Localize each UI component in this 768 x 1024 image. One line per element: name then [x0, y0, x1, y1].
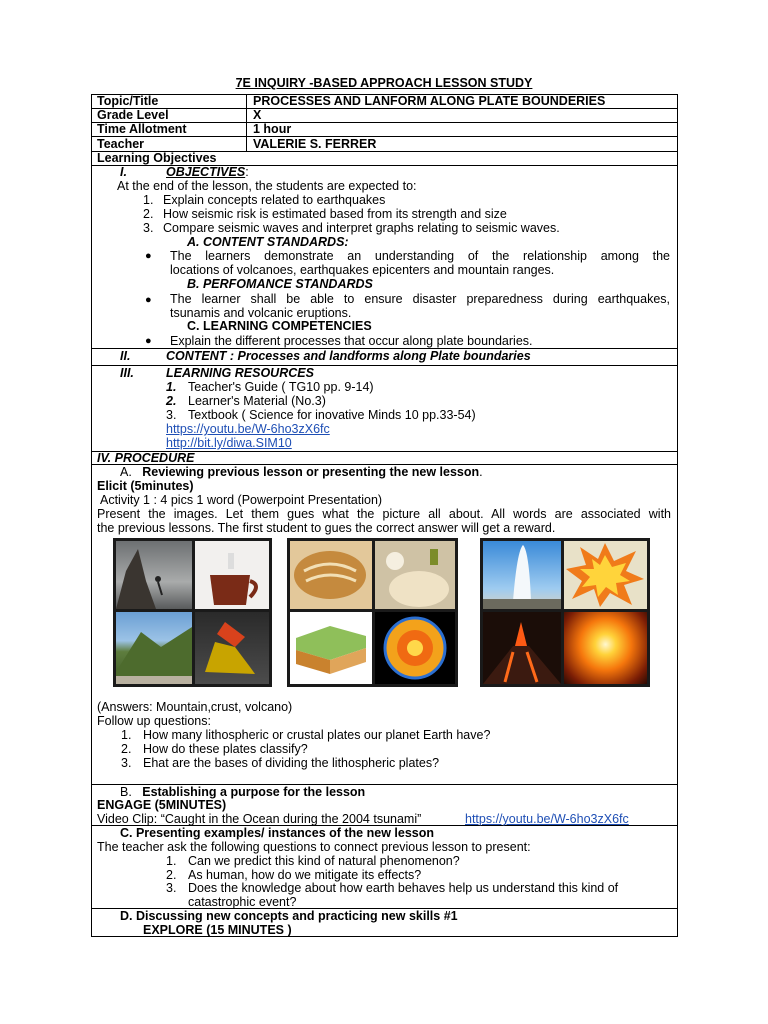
section-a-period: . [479, 465, 483, 479]
objectives-number: I. [120, 165, 127, 179]
bread-image [290, 541, 372, 609]
resource-item: Teacher's Guide ( TG10 pp. 9-14) [188, 380, 374, 394]
performance-standards-line2: tsunamis and volcanic eruptions. [170, 306, 352, 320]
performance-standards-heading: B. PERFOMANCE STANDARDS [187, 277, 373, 291]
followup-question: Ehat are the bases of dividing the lithospheric plates? [143, 756, 440, 770]
elicit-phase: Elicit (5minutes) [97, 479, 194, 493]
row-divider [91, 136, 678, 137]
coffee-cup-image [195, 541, 269, 609]
section-c-heading: C. Presenting examples/ instances of the new lesson [120, 826, 434, 840]
crust-layers-icon [290, 612, 372, 684]
bread-icon [290, 541, 372, 609]
followup-label: Follow up questions: [97, 714, 211, 728]
procedure-heading: IV. PROCEDURE [97, 451, 195, 465]
resources-number: III. [120, 366, 134, 380]
objective-number: 3. [143, 221, 154, 235]
bullet-icon: ● [145, 250, 152, 262]
question-number: 3. [166, 881, 177, 895]
objective-item: How seismic risk is estimated based from its strength and size [163, 207, 507, 221]
earth-layers-image [290, 612, 372, 684]
resource-item: Textbook ( Science for inovative Minds 10 pp.33-54) [188, 408, 476, 422]
content-standards-line1: The learners demonstrate an understanding of the relationship among the [170, 249, 670, 263]
climber-icon [116, 541, 192, 609]
section-c-question: As human, how do we mitigate its effects? [188, 868, 422, 882]
explosion-image [564, 612, 647, 684]
pizza-dough-icon [375, 541, 455, 609]
section-c-question-continued: catastrophic event? [188, 895, 297, 909]
followup-question: How do these plates classify? [143, 742, 308, 756]
info-value-topic: PROCESSES AND LANFORM ALONG PLATE BOUNDERIES [253, 94, 606, 108]
volcano-icon [483, 612, 561, 684]
content-standards-heading: A. CONTENT STANDARDS: [187, 235, 349, 249]
earth-core-image [375, 612, 455, 684]
section-c-question: Can we predict this kind of natural phenomenon? [188, 854, 460, 868]
dough-image [375, 541, 455, 609]
section-b-letter: B. [120, 785, 132, 799]
competencies-line1: Explain the different processes that occur along plate boundaries. [170, 334, 533, 348]
objectives-intro: At the end of the lesson, the students are expected to: [117, 179, 417, 193]
volcano-eruption-image [483, 612, 561, 684]
section-b-heading-wrap [120, 785, 365, 799]
tsunami-video-link[interactable]: https://youtu.be/W-6ho3zX6fc [465, 812, 629, 826]
question-number: 1. [166, 854, 177, 868]
engage-phase: ENGAGE (5MINUTES) [97, 798, 227, 812]
boot-icon [195, 612, 269, 684]
section-a-heading: Reviewing previous lesson or presenting the new lesson [142, 465, 480, 479]
question-number: 2. [121, 742, 132, 756]
geyser-icon [483, 541, 561, 609]
activity-instructions-line1: Present the images. Let them gues what the picture all about. All words are associated with [97, 507, 671, 521]
mountain-city-image [116, 612, 192, 684]
section-b-heading: Establishing a purpose for the lesson [142, 785, 366, 799]
info-value-time: 1 hour [253, 122, 292, 136]
resource-number: 1. [166, 380, 177, 394]
info-value-teacher: VALERIE S. FERRER [253, 137, 377, 151]
activity-instructions-line2: the previous lessons. The first student to gues the correct answer will get a reward. [97, 521, 556, 535]
question-number: 2. [166, 868, 177, 882]
cup-icon [195, 541, 269, 609]
boom-image [564, 541, 647, 609]
video-clip-text: Video Clip: “Caught in the Ocean during the 2004 tsunami” [97, 812, 422, 826]
row-divider [91, 108, 678, 109]
content-number: II. [120, 349, 131, 363]
resources-heading: LEARNING RESOURCES [166, 366, 314, 380]
objective-number: 1. [143, 193, 154, 207]
objectives-colon: : [245, 165, 249, 179]
info-label-time: Time Allotment [97, 122, 187, 136]
document-title: 7E INQUIRY -BASED APPROACH LESSON STUDY [235, 76, 533, 90]
climber-image [116, 541, 192, 609]
content-standards-line2: locations of volcanoes, earthquakes epicenters and mountain ranges. [170, 263, 555, 277]
content-text: CONTENT : Processes and landforms along Plate boundaries [166, 349, 531, 363]
learning-objectives-label: Learning Objectives [97, 151, 217, 165]
bitly-link[interactable]: http://bit.ly/diwa.SIM10 [166, 436, 292, 450]
info-value-grade: X [253, 108, 262, 122]
info-label-teacher: Teacher [97, 137, 145, 151]
objectives-heading-wrap [166, 165, 249, 179]
mountain-icon [116, 612, 192, 684]
objective-item: Explain concepts related to earthquakes [163, 193, 386, 207]
objectives-heading: OBJECTIVES [166, 165, 246, 179]
question-number: 3. [121, 756, 132, 770]
resource-item: Learner's Material (No.3) [188, 394, 326, 408]
info-label-topic: Topic/Title [97, 94, 159, 108]
objective-item: Compare seismic waves and interpret graphs relating to seismic waves. [163, 221, 560, 235]
explosion-burst-icon [564, 541, 647, 609]
section-c-question: Does the knowledge about how earth behaves help us understand this kind of [188, 881, 619, 895]
section-c-intro: The teacher ask the following questions to connect previous lesson to present: [97, 840, 531, 854]
info-label-grade: Grade Level [97, 108, 169, 122]
activity-label: Activity 1 : 4 pics 1 word (Powerpoint Presentation) [100, 493, 383, 507]
question-number: 1. [121, 728, 132, 742]
objective-number: 2. [143, 207, 154, 221]
bullet-icon: ● [145, 294, 152, 306]
earth-core-icon [375, 612, 455, 684]
geyser-image [483, 541, 561, 609]
competencies-heading: C. LEARNING COMPETENCIES [187, 319, 372, 333]
followup-question: How many lithospheric or crustal plates our planet Earth have? [143, 728, 491, 742]
bullet-icon: ● [145, 335, 152, 347]
explore-phase: EXPLORE (15 MINUTES ) [143, 923, 292, 937]
youtube-link[interactable]: https://youtu.be/W-6ho3zX6fc [166, 422, 330, 436]
hiking-boot-image [195, 612, 269, 684]
resource-number: 3. [166, 408, 177, 422]
answers-text: (Answers: Mountain,crust, volcano) [97, 700, 293, 714]
section-a-letter: A. [120, 465, 132, 479]
resource-number: 2. [166, 394, 177, 408]
performance-standards-line1: The learner shall be able to ensure disaster preparedness during earthquakes, [170, 292, 670, 306]
section-d-heading: D. Discussing new concepts and practicing new skills #1 [120, 909, 458, 923]
section-a-heading-wrap [120, 465, 483, 479]
